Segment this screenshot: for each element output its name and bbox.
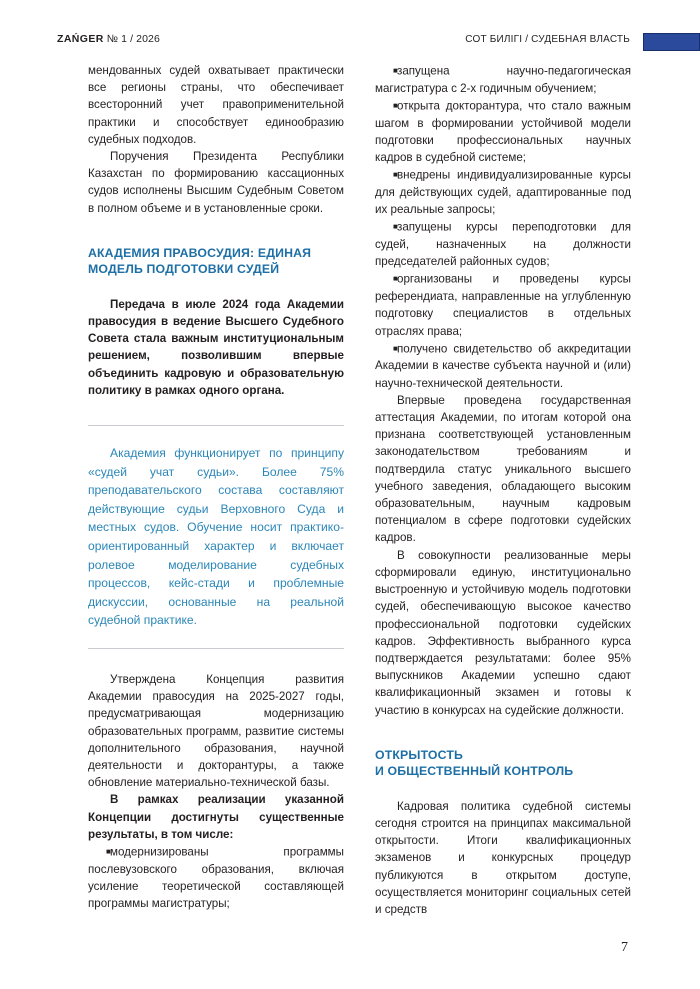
page-number: 7 — [621, 940, 628, 955]
section-heading-academy — [88, 245, 344, 278]
list-item-bullet-3-text: открыта докторантура, что стало важным шагом в формировании устойчивой модели подготовки профессиональных научных кадров в судебной системе; — [375, 99, 631, 165]
list-item-bullet-5 — [375, 218, 631, 270]
list-item-bullet-7 — [375, 340, 631, 392]
list-item-bullet-3 — [375, 97, 631, 166]
issue-number: № 1 / 2026 — [106, 33, 160, 45]
rubric-label: СОТ БИЛІГІ / СУДЕБНАЯ ВЛАСТЬ — [465, 34, 630, 45]
bullet-marker-icon: ■ — [393, 100, 398, 110]
paragraph-openness: Кадровая политика судебной системы сегодня строится на принципах максимальной открытости. Итоги квалификационных экзаменов и конкурсных процедур публикуются в открытом доступе, осуществляется мониторинг социальных сетей и средств — [375, 799, 631, 916]
paragraph-results-intro: В рамках реализации указанной Концепции достигнуты существенные результаты, в том числе: — [88, 793, 344, 841]
list-item-bullet-7-text: получено свидетельство об аккредитации Академии в качестве субъекта научной и (или) научно-технической деятельности. — [375, 342, 631, 390]
bullet-marker-icon: ■ — [393, 170, 398, 180]
column-left — [88, 62, 344, 912]
section-heading-openness-line1: ОТКРЫТОСТЬ — [375, 747, 464, 762]
paragraph-development-concept: Утверждена Концепция развития Академии правосудия на 2025-2027 годы, предусматривающая модернизацию образовательных программ, развитие системы дополнительного образования, научной деятельности и докторантуры, а также обновление материально-технической базы. — [88, 672, 344, 790]
paragraph-aggregate-measures: В совокупности реализованные меры сформировали единую, институционально выстроенную и устойчивую модель подготовки судей, обеспечивающую высокое качество профессиональной подготовки судейских кадров. Эффективность выбранного курса подтверждается результатами: более 95% выпускников Академии успешно сдают квалификационный экзамен и готовы к участию в конкурсах на судейские должности. — [375, 548, 631, 717]
paragraph-state-attestation: Впервые проведена государственная аттестация Академии, по итогам которой она признана соответствующей установленным законодательством требованиям и подтвердила статус уникального высшего учебного заведения, обладающего высоким образовательным, научным кадровым потенциалом в сфере подготовки судейских кадров. — [375, 393, 631, 545]
list-item-bullet-4 — [375, 166, 631, 218]
bullet-marker-icon: ■ — [393, 66, 398, 75]
bullet-marker-icon: ■ — [393, 274, 398, 284]
section-heading-academy-line1: АКАДЕМИЯ ПРАВОСУДИЯ: ЕДИНАЯ — [88, 245, 312, 260]
list-item-bullet-1 — [88, 843, 344, 912]
list-item-bullet-2 — [375, 62, 631, 97]
section-heading-openness — [375, 747, 631, 780]
paragraph-continued: мендованных судей охватывает практически все регионы страны, что обеспечивает всесторонний учет правоприменительной практики и способствует единообразию судебных подходов. — [88, 64, 344, 146]
section-heading-openness-line2: И ОБЩЕСТВЕННЫЙ КОНТРОЛЬ — [375, 764, 574, 779]
paragraph-academy-transfer: Передача в июле 2024 года Академии правосудия в ведение Высшего Судебного Совета стала важным институциональным решением, позволившим впервые объединить кадровую и образовательную политику в рамках одного органа. — [88, 297, 344, 397]
list-item-bullet-2-text: запущена научно-педагогическая магистратура с 2-х годичным обучением; — [375, 64, 631, 95]
header-color-swatch — [643, 33, 700, 51]
column-right — [375, 62, 631, 918]
list-item-bullet-1-text: модернизированы программы послевузовского образования, включая усиление теоретической составляющей программы магистратуры; — [88, 845, 344, 911]
page-body — [0, 62, 700, 922]
list-item-bullet-4-text: внедрены индивидуализированные курсы для действующих судей, адаптированные под их реальные запросы; — [375, 168, 631, 217]
magazine-title: ZAŃGER — [57, 33, 104, 45]
section-heading-academy-line2: МОДЕЛЬ ПОДГОТОВКИ СУДЕЙ — [88, 262, 280, 277]
list-item-bullet-6-text: организованы и проведены курсы референдиата, направленные на углубленную подготовку специалистов в отдельных отраслях права; — [375, 272, 631, 338]
bullet-marker-icon: ■ — [106, 847, 111, 857]
bullet-marker-icon: ■ — [393, 343, 398, 353]
running-head — [0, 0, 700, 62]
pullquote-text: Академия функционирует по принципу «судей учат судьи». Более 75% преподавательского состава составляют действующие судьи Верховного Суда и местных судов. Обучение носит практико-ориентированный характер и включает ролевое моделирование судебных процессов, кейс-стади и проблемные дискуссии, основанные на реальной судебной практике. — [88, 446, 344, 628]
list-item-bullet-5-text: запущены курсы переподготовки для судей, назначенных на должности председателей районных судов; — [375, 220, 631, 269]
running-head-left — [57, 33, 160, 45]
list-item-bullet-6 — [375, 270, 631, 339]
paragraph-presidential-orders: Поручения Президента Республики Казахстан по формированию кассационных судов исполнены Высшим Судебным Советом в полном объеме и в установленные сроки. — [88, 150, 344, 215]
bullet-marker-icon: ■ — [393, 222, 398, 232]
